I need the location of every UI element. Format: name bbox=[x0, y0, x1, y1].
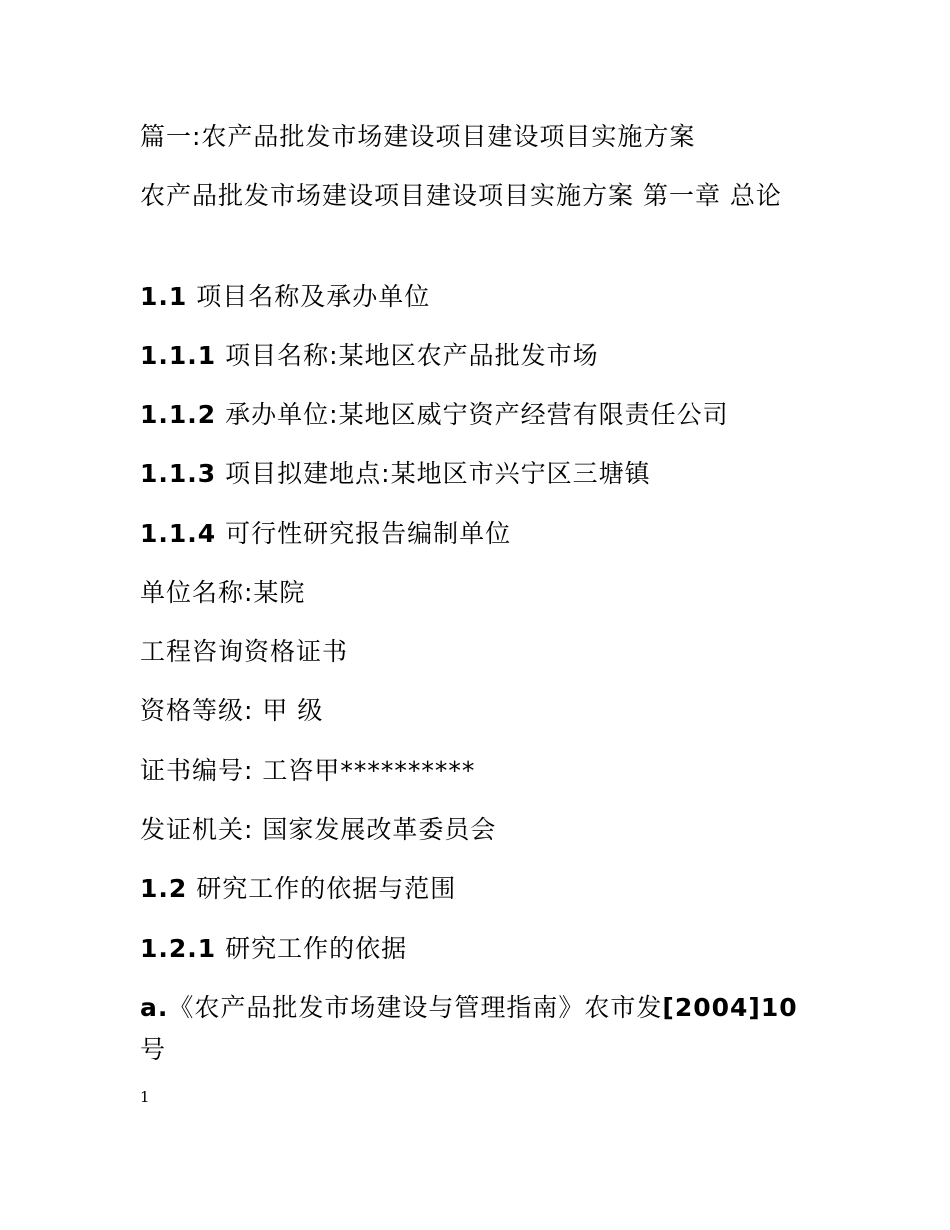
section-text: 承办单位:某地区威宁资产经营有限责任公司 bbox=[225, 400, 729, 429]
document-subtitle: 农产品批发市场建设项目建设项目实施方案 第一章 总论 bbox=[140, 181, 782, 210]
heading-1-2 bbox=[140, 868, 820, 910]
section-number: 1.1.2 bbox=[140, 400, 217, 429]
qualification-grade: 资格等级: 甲 级 bbox=[140, 696, 324, 725]
issuing-authority: 发证机关: 国家发展改革委员会 bbox=[140, 815, 497, 844]
page-number: 1 bbox=[140, 1088, 150, 1106]
item-1-2-1 bbox=[140, 928, 820, 970]
certificate-title: 工程咨询资格证书 bbox=[140, 637, 349, 666]
reference-suffix: 号 bbox=[140, 1035, 167, 1064]
section-text: 研究工作的依据 bbox=[225, 934, 408, 963]
item-1-1-1 bbox=[140, 335, 820, 377]
document-title: 篇一:农产品批发市场建设项目建设项目实施方案 bbox=[140, 122, 696, 151]
section-number: 1.1.4 bbox=[140, 519, 217, 548]
item-prefix: a. bbox=[140, 993, 169, 1022]
heading-1-1 bbox=[140, 276, 820, 318]
unit-name: 单位名称:某院 bbox=[140, 578, 306, 607]
section-text: 可行性研究报告编制单位 bbox=[225, 519, 512, 548]
reference-title: 《农产品批发市场建设与管理指南》农市发 bbox=[168, 993, 663, 1022]
section-text: 研究工作的依据与范围 bbox=[196, 874, 457, 903]
reference-item-a bbox=[140, 987, 820, 1071]
item-1-1-2 bbox=[140, 394, 820, 436]
section-number: 1.2 bbox=[140, 874, 188, 903]
item-1-1-3 bbox=[140, 453, 820, 495]
section-number: 1.1.3 bbox=[140, 459, 217, 488]
item-1-1-4 bbox=[140, 513, 820, 555]
section-text: 项目名称及承办单位 bbox=[196, 282, 431, 311]
section-number: 1.1.1 bbox=[140, 341, 217, 370]
section-text: 项目名称:某地区农产品批发市场 bbox=[225, 341, 599, 370]
section-text: 项目拟建地点:某地区市兴宁区三塘镇 bbox=[225, 459, 651, 488]
reference-number: [2004]10 bbox=[662, 993, 798, 1022]
certificate-number: 证书编号: 工咨甲********** bbox=[140, 756, 476, 785]
section-number: 1.2.1 bbox=[140, 934, 217, 963]
section-number: 1.1 bbox=[140, 282, 188, 311]
